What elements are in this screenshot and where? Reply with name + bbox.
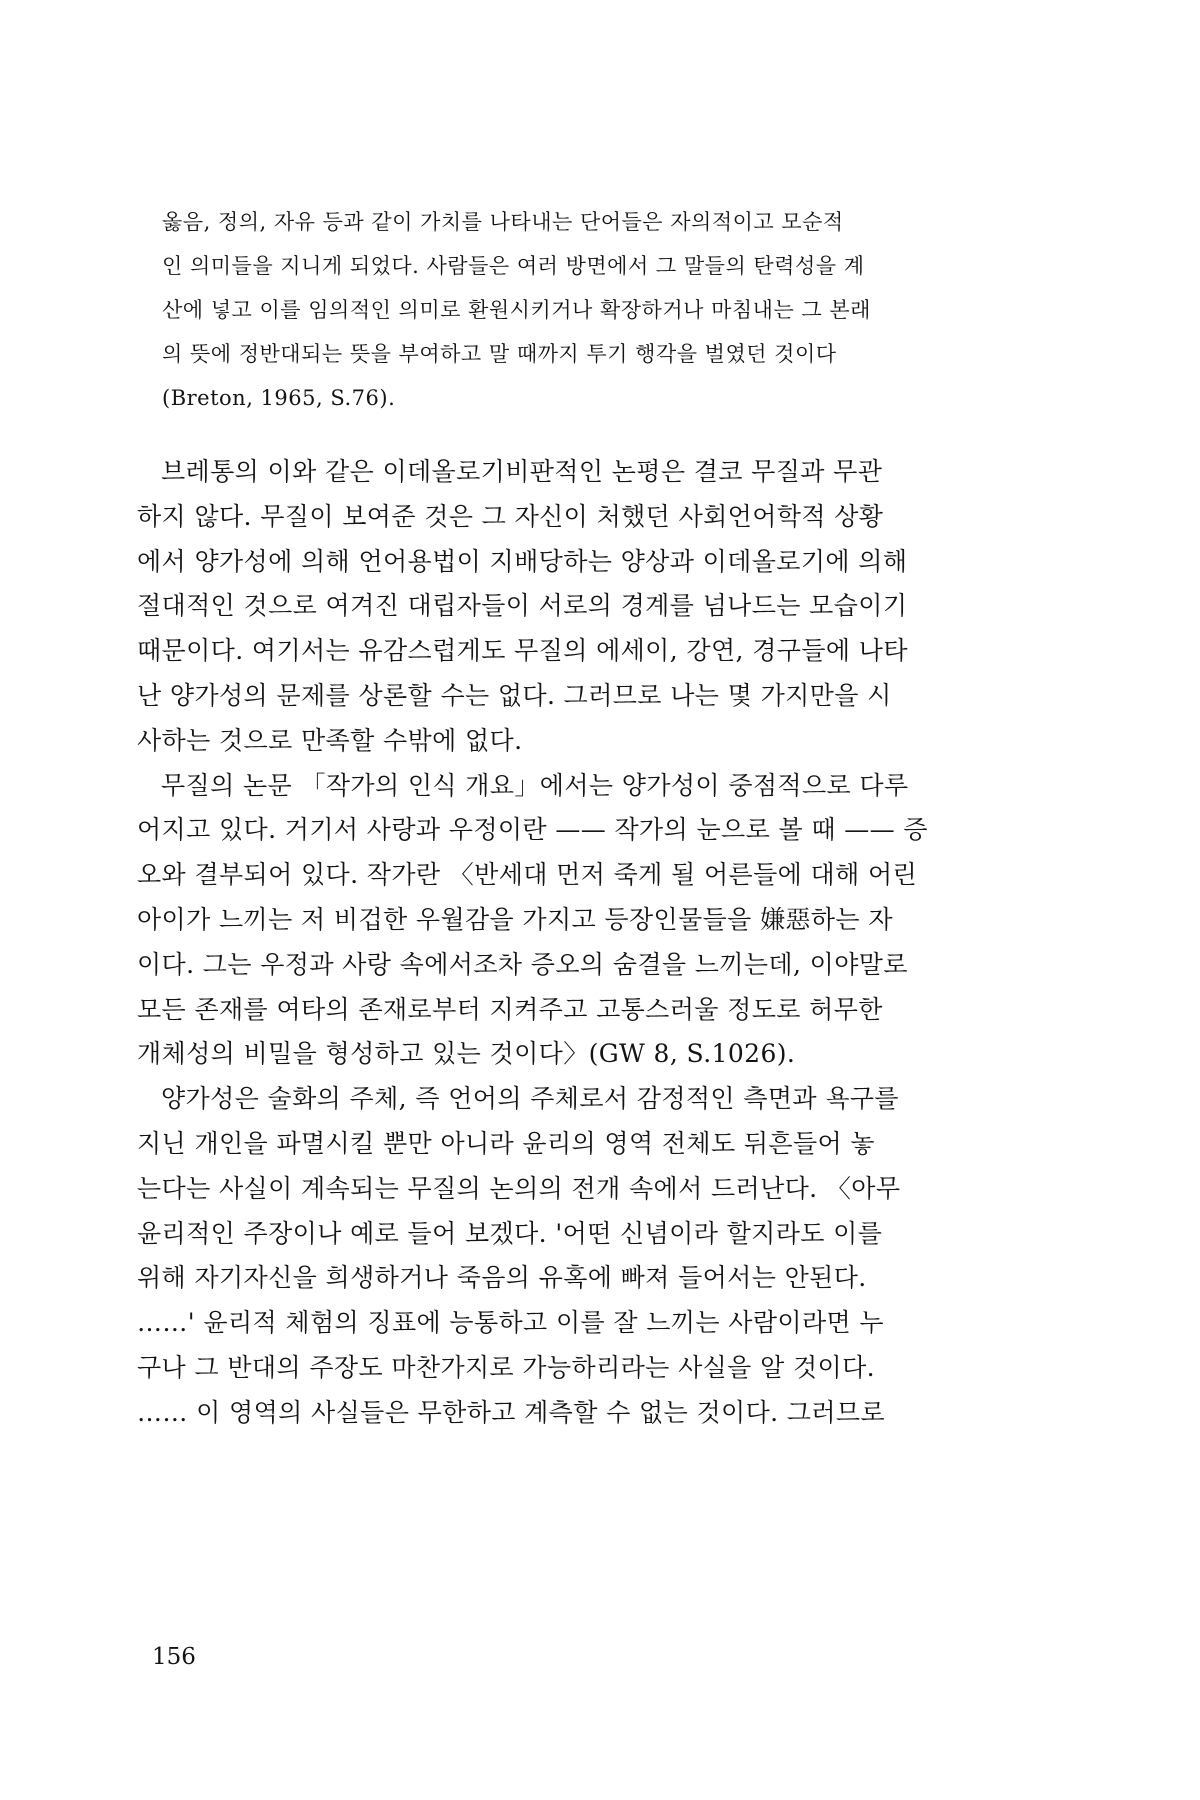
body-line: 위해 자기자신을 희생하거나 죽음의 유혹에 빠져 들어서는 안된다. <box>137 1263 867 1293</box>
quote-line: 의 뜻에 정반대되는 뜻을 부여하고 말 때까지 투기 행각을 벌였던 것이다 <box>162 342 837 366</box>
body-line: 절대적인 것으로 여겨진 대립자들이 서로의 경계를 넘나드는 모습이기 <box>137 591 908 621</box>
body-text <box>137 450 928 1436</box>
body-line: 때문이다. 여기서는 유감스럽게도 무질의 에세이, 강연, 경구들에 나타 <box>137 636 908 666</box>
body-line: 오와 결부되어 있다. 작가란 〈반세대 먼저 죽게 될 어른들에 대해 어린 <box>137 860 918 890</box>
page-number: 156 <box>152 1644 196 1670</box>
body-line: 양가성은 술화의 주체, 즉 언어의 주체로서 감정적인 측면과 욕구를 <box>161 1084 899 1114</box>
body-line: 어지고 있다. 거기서 사랑과 우정이란 —— 작가의 눈으로 볼 때 —— 증 <box>137 815 928 845</box>
quote-line: 산에 넣고 이를 임의적인 의미로 환원시키거나 확장하거나 마침내는 그 본래 <box>162 298 871 322</box>
quote-citation: (Breton, 1965, S.76). <box>162 386 396 410</box>
quote-line: 옳음, 정의, 자유 등과 같이 가치를 나타내는 단어들은 자의적이고 모순적 <box>162 210 844 234</box>
body-line: 무질의 논문 「작가의 인식 개요」에서는 양가성이 중점적으로 다루 <box>161 770 909 800</box>
body-line: 이다. 그는 우정과 사랑 속에서조차 증오의 숨결을 느끼는데, 이야말로 <box>137 949 908 979</box>
body-line: …… 이 영역의 사실들은 무한하고 계측할 수 없는 것이다. 그러므로 <box>137 1397 886 1427</box>
block-quote <box>162 200 922 420</box>
body-line: 모든 존재를 여타의 존재로부터 지켜주고 고통스러울 정도로 허무한 <box>137 994 883 1024</box>
body-line: ……' 윤리적 체험의 징표에 능통하고 이를 잘 느끼는 사람이라면 누 <box>137 1308 884 1338</box>
body-line: 브레통의 이와 같은 이데올로기비판적인 논평은 결코 무질과 무관 <box>161 457 883 486</box>
body-line: 구나 그 반대의 주장도 마찬가지로 가능하리라는 사실을 알 것이다. <box>137 1352 875 1382</box>
body-line: 에서 양가성에 의해 언어용법이 지배당하는 양상과 이데올로기에 의해 <box>137 546 908 576</box>
body-line: 는다는 사실이 계속되는 무질의 논의의 전개 속에서 드러난다. 〈아무 <box>137 1173 901 1203</box>
body-line: 개체성의 비밀을 형성하고 있는 것이다〉(GW 8, S.1026). <box>137 1039 796 1069</box>
body-line: 난 양가성의 문제를 상론할 수는 없다. 그러므로 나는 몇 가지만을 시 <box>137 680 892 710</box>
body-line: 하지 않다. 무질이 보여준 것은 그 자신이 처했던 사회언어학적 상황 <box>137 501 884 531</box>
body-line: 아이가 느끼는 저 비겁한 우월감을 가지고 등장인물들을 嫌惡하는 자 <box>137 904 893 934</box>
body-line: 지닌 개인을 파멸시킬 뿐만 아니라 윤리의 영역 전체도 뒤흔들어 놓 <box>137 1128 875 1158</box>
body-line: 사하는 것으로 만족할 수밖에 없다. <box>137 725 523 755</box>
body-line: 윤리적인 주장이나 예로 들어 보겠다. '어떤 신념이라 할지라도 이를 <box>137 1218 883 1248</box>
quote-line: 인 의미들을 지니게 되었다. 사람들은 여러 방면에서 그 말들의 탄력성을 계 <box>162 254 865 278</box>
